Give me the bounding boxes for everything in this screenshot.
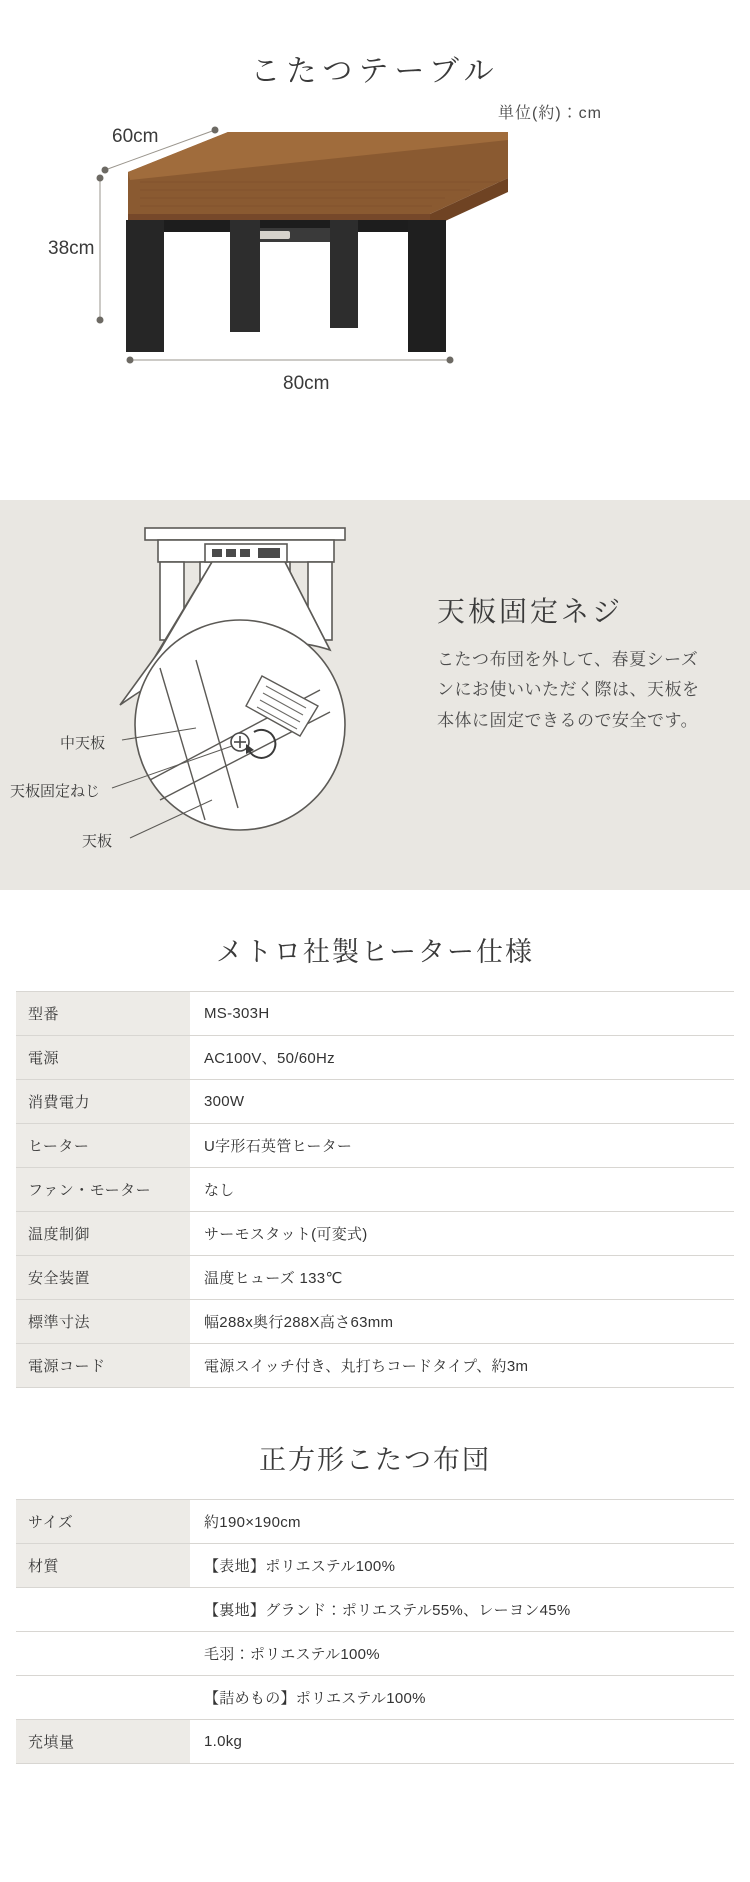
row-label: 電源 (16, 1036, 190, 1080)
row-label: サイズ (16, 1500, 190, 1544)
table-row (16, 1344, 734, 1388)
dimension-depth-label: 60cm (112, 126, 159, 147)
futon-spec-section (0, 1398, 750, 1822)
futon-spec-body (16, 1500, 734, 1764)
heater-spec-title: メトロ社製ヒーター仕様 (216, 937, 534, 967)
dimension-height-label: 38cm (48, 238, 95, 259)
heater-spec-table (16, 991, 734, 1388)
table-row (16, 1720, 734, 1764)
table-row (16, 1300, 734, 1344)
row-label: 安全装置 (16, 1256, 190, 1300)
row-label: 標準寸法 (16, 1300, 190, 1344)
table-row (16, 1588, 734, 1632)
row-label (16, 1588, 190, 1632)
row-label: 型番 (16, 992, 190, 1036)
row-value: 【詰めもの】ポリエステル100% (204, 1690, 426, 1707)
row-value: 幅288x奥行288X高さ63mm (204, 1314, 394, 1331)
table-row (16, 1168, 734, 1212)
screw-heading: 天板固定ネジ (437, 596, 624, 627)
row-label: ヒーター (16, 1124, 190, 1168)
table-row (16, 1080, 734, 1124)
row-value: 1.0kg (204, 1733, 243, 1750)
screw-description: こたつ布団を外して、春夏シーズンにお使いいただく際は、天板を本体に固定できるので安全です。 (437, 650, 700, 730)
table-row (16, 1676, 734, 1720)
row-label: 温度制御 (16, 1212, 190, 1256)
bottom-spacer (16, 1764, 734, 1812)
table-row (16, 1256, 734, 1300)
row-value: AC100V、50/60Hz (204, 1050, 335, 1067)
callout-fixing-screw: 天板固定ねじ (10, 783, 101, 800)
callout-top-board: 天板 (82, 833, 113, 850)
row-value: なし (204, 1182, 235, 1199)
table-row (16, 992, 734, 1036)
unit-note: 単位(約)：cm (498, 105, 602, 122)
futon-spec-title: 正方形こたつ布団 (259, 1445, 491, 1475)
table-row (16, 1544, 734, 1588)
table-row (16, 1124, 734, 1168)
row-value: 【表地】ポリエステル100% (204, 1558, 396, 1575)
screw-diagram (0, 500, 430, 890)
table-illustration (0, 120, 750, 460)
row-label: ファン・モーター (16, 1168, 190, 1212)
row-value: U字形石英管ヒーター (204, 1138, 353, 1155)
dimensions-section (0, 0, 750, 500)
row-value: 電源スイッチ付き、丸打ちコードタイプ、約3m (204, 1358, 529, 1375)
row-label: 材質 (16, 1544, 190, 1588)
dimension-width-label: 80cm (283, 373, 330, 394)
heater-spec-body (16, 992, 734, 1388)
row-value: MS-303H (204, 1005, 270, 1022)
callout-middle-top-board: 中天板 (60, 735, 106, 752)
row-label (16, 1632, 190, 1676)
row-label: 消費電力 (16, 1080, 190, 1124)
table-row (16, 1036, 734, 1080)
heater-spec-section (0, 890, 750, 1398)
table-row (16, 1212, 734, 1256)
kotatsu-table-drawing (0, 120, 750, 460)
table-row (16, 1500, 734, 1544)
row-value: 温度ヒューズ 133℃ (204, 1270, 343, 1287)
row-value: 約190×190cm (204, 1514, 301, 1531)
table-row (16, 1632, 734, 1676)
row-value: サーモスタット(可変式) (204, 1226, 368, 1243)
row-value: 毛羽：ポリエステル100% (204, 1646, 380, 1663)
row-value: 【裏地】グランド：ポリエステル55%、レーヨン45% (204, 1602, 571, 1619)
page-title: こたつテーブル (250, 55, 500, 88)
row-label: 充填量 (16, 1720, 190, 1764)
futon-spec-table (16, 1499, 734, 1764)
row-label (16, 1676, 190, 1720)
row-value: 300W (204, 1093, 245, 1110)
row-label: 電源コード (16, 1344, 190, 1388)
screw-section (0, 500, 750, 890)
